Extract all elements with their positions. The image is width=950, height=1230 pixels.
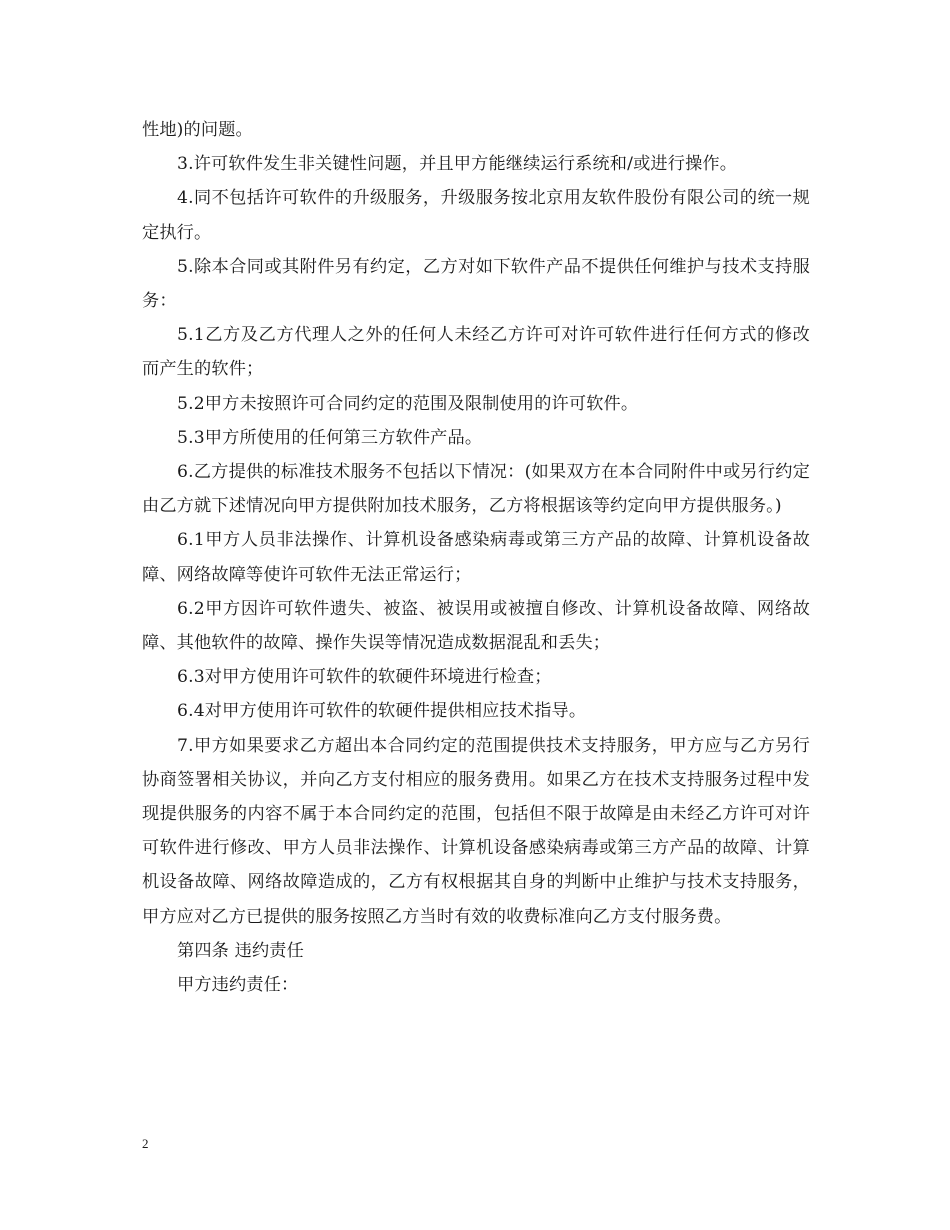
document-body (142, 113, 810, 1002)
paragraph-item-7: 7.甲方如果要求乙方超出本合同约定的范围提供技术支持服务，甲方应与乙方另行协商签署相关协议，并向乙方支付相应的服务费用。如果乙方在技术支持服务过程中发现提供服务的内容不属于本合同约定的范围，包括但不限于故障是由未经乙方许可对许可软件进行修改、甲方人员非法操作、计算机设备感染病毒或第三方产品的故障、计算机设备故障、网络故障造成的，乙方有权根据其自身的判断中止维护与技术支持服务，甲方应对乙方已提供的服务按照乙方当时有效的收费标准向乙方支付服务费。 (142, 735, 810, 927)
paragraph-item-5: 5.除本合同或其附件另有约定，乙方对如下软件产品不提供任何维护与技术支持服务： (142, 256, 810, 312)
paragraph-item-3: 3.许可软件发生非关键性问题，并且甲方能继续运行系统和/或进行操作。 (177, 154, 738, 175)
paragraph-item-6-4: 6.4对甲方使用许可软件的软硬件提供相应技术指导。 (177, 701, 587, 722)
paragraph-item-6-2: 6.2甲方因许可软件遗失、被盗、被误用或被擅自修改、计算机设备故障、网络故障、其他软件的故障、操作失误等情况造成数据混乱和丢失； (142, 598, 810, 654)
paragraph-item-4: 4.同不包括许可软件的升级服务，升级服务按北京用友软件股份有限公司的统一规定执行。 (142, 188, 810, 243)
paragraph-item-5-2: 5.2甲方未按照许可合同约定的范围及限制使用的许可软件。 (177, 393, 639, 414)
subheading-party-a-liability: 甲方违约责任： (177, 975, 299, 996)
paragraph-item-6-1: 6.1甲方人员非法操作、计算机设备感染病毒或第三方产品的故障、计算机设备故障、网络故障等使许可软件无法正常运行； (142, 530, 810, 585)
page-number: 2 (142, 1136, 149, 1151)
paragraph-item-6-3: 6.3对甲方使用许可软件的软硬件环境进行检查； (177, 667, 552, 688)
paragraph-item-6: 6.乙方提供的标准技术服务不包括以下情况：(如果双方在本合同附件中或另行约定由乙方就下述情况向甲方提供附加技术服务，乙方将根据该等约定向甲方提供服务。) (142, 462, 810, 517)
section-heading-article-4: 第四条 违约责任 (177, 940, 304, 961)
paragraph-item-5-1: 5.1乙方及乙方代理人之外的任何人未经乙方许可对许可软件进行任何方式的修改而产生的软件； (142, 325, 810, 380)
paragraph-item-5-3: 5.3甲方所使用的任何第三方软件产品。 (177, 427, 483, 448)
paragraph-continuation: 性地)的问题。 (142, 120, 253, 140)
